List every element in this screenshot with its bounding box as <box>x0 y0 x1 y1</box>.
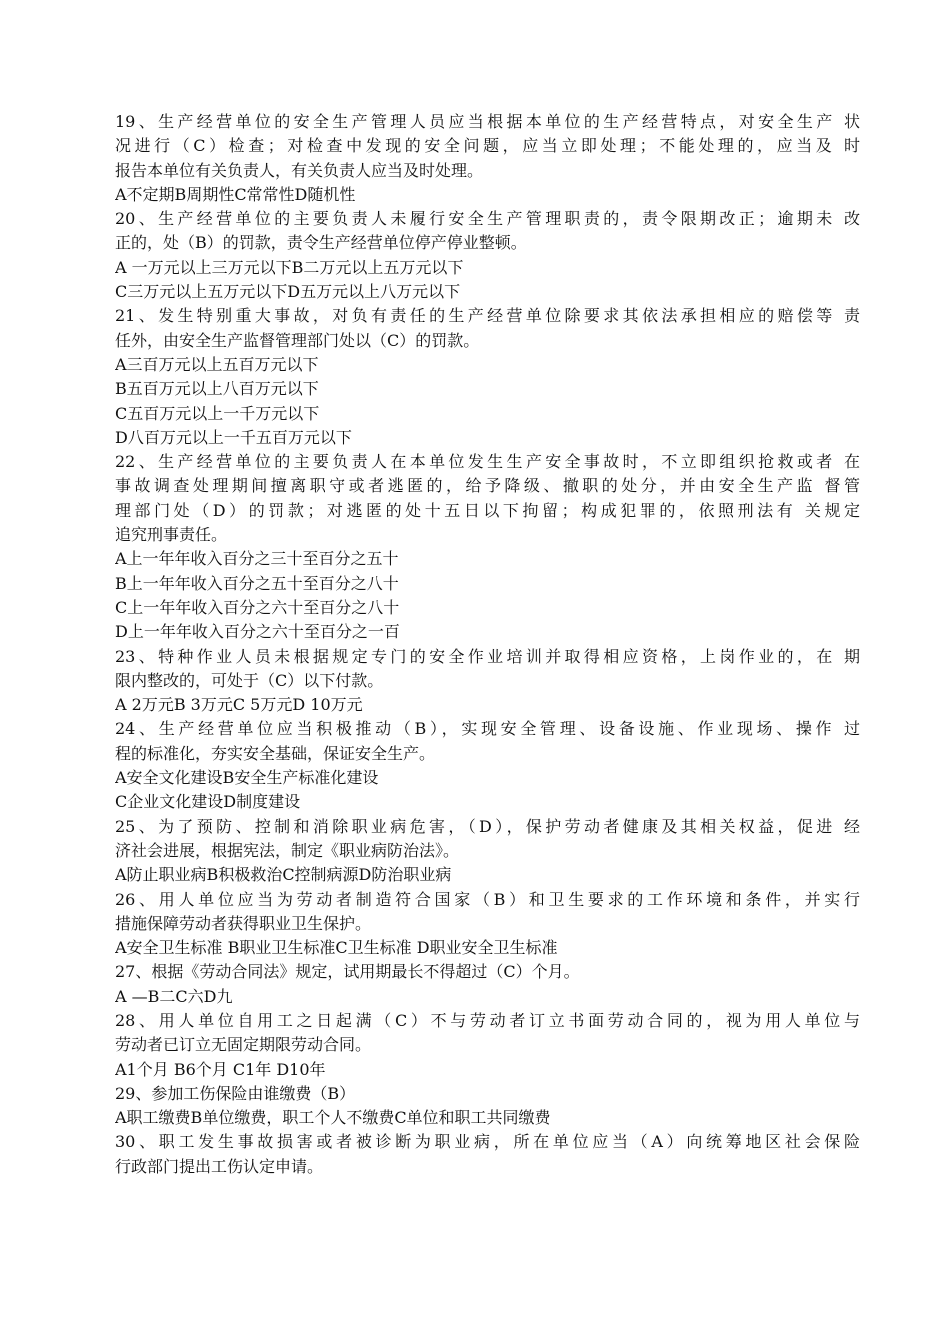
text-line: A职工缴费B单位缴费，职工个人不缴费C单位和职工共同缴费 <box>115 1108 551 1128</box>
text-line: B上一年年收入百分之五十至百分之八十 <box>115 573 399 593</box>
text-line: C三万元以上五万元以下D五万元以上八万元以下 <box>115 282 461 302</box>
text-line: A防止职业病B积极救治C控制病源D防治职业病 <box>115 865 452 885</box>
text-line: A安全卫生标准 B职业卫生标准C卫生标准 D职业安全卫生标准 <box>115 938 558 958</box>
text-line: 21、发生特别重大事故，对负有责任的生产经营单位除要求其依法承担相应的赔偿等 责 <box>115 306 860 326</box>
text-line: 28、用人单位自用工之日起满（C）不与劳动者订立书面劳动合同的，视为用人单位与 <box>115 1010 860 1030</box>
text-line: 理部门处（D）的罚款；对逃匿的处十五日以下拘留；构成犯罪的，依照刑法有 关规定 <box>115 500 860 520</box>
text-line: 23、特种作业人员未根据规定专门的安全作业培训并取得相应资格，上岗作业的，在 期 <box>115 646 860 666</box>
text-line: 27、根据《劳动合同法》规定，试用期最长不得超过（C）个月。 <box>115 962 580 982</box>
text-line: A三百万元以上五百万元以下 <box>115 354 319 374</box>
text-line: C五百万元以上一千万元以下 <box>115 403 320 423</box>
text-line: 事故调查处理期间擅离职守或者逃匿的，给予降级、撤职的处分，并由安全生产监 督管 <box>115 476 860 496</box>
text-line: 况进行（C）检查；对检查中发现的安全问题，应当立即处理；不能处理的，应当及 时 <box>115 136 860 156</box>
text-line: A —B二C六D九 <box>115 986 233 1006</box>
text-line: C上一年年收入百分之六十至百分之八十 <box>115 597 400 617</box>
text-line: 29、参加工伤保险由谁缴费（B） <box>115 1083 356 1103</box>
text-line: A 2万元B 3万元C 5万元D 10万元 <box>115 695 363 715</box>
text-line: 19、生产经营单位的安全生产管理人员应当根据本单位的生产经营特点，对安全生产 状 <box>115 112 860 131</box>
text-line: 程的标准化，夯实安全基础，保证安全生产。 <box>115 743 436 763</box>
text-line: C企业文化建设D制度建设 <box>115 792 301 812</box>
text-line: 22、生产经营单位的主要负责人在本单位发生生产安全事故时，不立即组织抢救或者 在 <box>115 452 860 472</box>
text-line: 行政部门提出工伤认定申请。 <box>115 1156 324 1176</box>
text-line: 济社会进展，根据宪法，制定《职业病防治法》。 <box>115 840 460 860</box>
document-page <box>115 110 860 1179</box>
text-line: A 一万元以上三万元以下B二万元以上五万元以下 <box>115 257 464 277</box>
text-line: 24、生产经营单位应当积极推动（B），实现安全管理、设备设施、作业现场、操作 过 <box>115 719 860 739</box>
text-line: 20、生产经营单位的主要负责人未履行安全生产管理职责的，责令限期改正；逾期未 改 <box>115 209 860 229</box>
text-line: D上一年年收入百分之六十至百分之一百 <box>115 622 400 642</box>
text-line: 任外，由安全生产监督管理部门处以（C）的罚款。 <box>115 330 480 350</box>
text-line: A上一年年收入百分之三十至百分之五十 <box>115 549 399 569</box>
text-line: A安全文化建设B安全生产标准化建设 <box>115 768 379 788</box>
text-line: 劳动者已订立无固定期限劳动合同。 <box>115 1035 372 1055</box>
text-line: 26、用人单位应当为劳动者制造符合国家（B）和卫生要求的工作环境和条件，并实行 <box>115 889 860 909</box>
text-line: 追究刑事责任。 <box>115 525 228 545</box>
text-line: B五百万元以上八百万元以下 <box>115 379 319 399</box>
text-line: D八百万元以上一千五百万元以下 <box>115 427 352 447</box>
text-line: 正的，处（B）的罚款，责令生产经营单位停产停业整顿。 <box>115 233 527 253</box>
text-line: A1个月 B6个月 C1年 D10年 <box>115 1059 326 1079</box>
text-line: 限内整改的，可处于（C）以下付款。 <box>115 670 384 690</box>
text-line: 25、为了预防、控制和消除职业病危害，（D），保护劳动者健康及其相关权益，促进 经 <box>115 816 860 836</box>
text-line: 措施保障劳动者获得职业卫生保护。 <box>115 913 372 933</box>
text-line: A不定期B周期性C常常性D随机性 <box>115 184 356 204</box>
text-line: 30、职工发生事故损害或者被诊断为职业病，所在单位应当（A）向统筹地区社会保险 <box>115 1132 860 1152</box>
text-line: 报告本单位有关负责人，有关负责人应当及时处理。 <box>115 160 484 180</box>
